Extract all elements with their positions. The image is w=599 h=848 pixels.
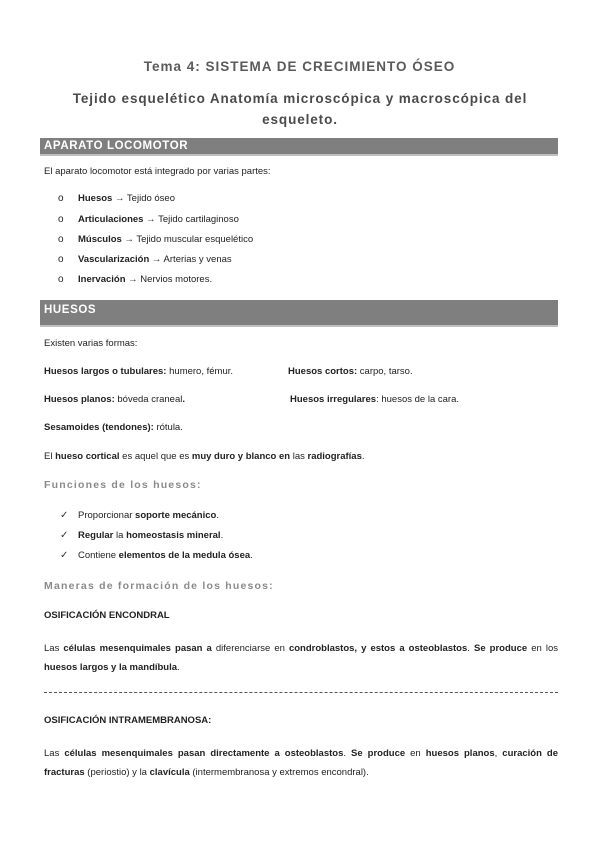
text-run-bold: curación de fracturas — [44, 748, 558, 778]
bone-type-irregulares — [290, 394, 459, 405]
bone-type-text: humero, fémur. — [166, 366, 234, 377]
list-item-term: Vascularización — [78, 254, 150, 265]
section-heading-aparato-locomotor: APARATO LOCOMOTOR — [40, 138, 558, 156]
text-run-bold: elementos de la medula ósea — [118, 550, 251, 561]
text-run: . — [361, 451, 365, 462]
check-icon: ✓ — [60, 550, 69, 561]
text-run: Las — [44, 748, 65, 759]
function-item — [78, 510, 219, 521]
text-run: . — [250, 550, 253, 561]
list-item — [78, 254, 232, 265]
text-run-bold: Se produce — [351, 748, 406, 759]
text-run: es aquel que es — [119, 451, 192, 462]
encondral-heading: OSIFICACIÓN ENCONDRAL — [44, 610, 170, 621]
text-run: en — [405, 748, 426, 759]
list-item — [78, 214, 239, 225]
bone-type-cortos — [288, 366, 413, 377]
text-run: Proporcionar — [78, 510, 136, 521]
bone-type-sesamoides — [44, 422, 183, 433]
list-bullet: o — [58, 234, 64, 245]
intramembranosa-paragraph — [44, 744, 558, 782]
list-item-desc: → Nervios motores. — [125, 274, 213, 285]
list-item-desc: → Arterias y venas — [149, 254, 232, 265]
bone-type-text: rótula. — [153, 422, 183, 433]
text-run-bold: condroblastos, y estos a osteoblastos — [288, 643, 468, 654]
text-run-bold: homeostasis mineral — [126, 530, 221, 541]
list-item-term: Articulaciones — [78, 214, 144, 225]
text-run-bold: muy duro y blanco en — [191, 451, 291, 462]
list-bullet: o — [58, 254, 64, 265]
check-icon: ✓ — [60, 510, 69, 521]
bone-type-largos — [44, 366, 233, 377]
text-run: , — [494, 748, 503, 759]
text-run-bold: hueso cortical — [55, 451, 120, 462]
text-run: . — [216, 510, 219, 521]
intramembranosa-heading: OSIFICACIÓN INTRAMEMBRANOSA: — [44, 715, 212, 726]
text-run: (intermembranosa y extremos encondral). — [189, 767, 369, 778]
text-run-bold: soporte mecánico — [135, 510, 217, 521]
bone-type-label: Huesos planos: — [44, 394, 115, 405]
bone-type-text: bóveda craneal — [114, 394, 183, 405]
bone-type-text: carpo, tarso. — [357, 366, 413, 377]
list-item-desc: → Tejido muscular esquelético — [121, 234, 254, 245]
text-run-bold: huesos planos — [425, 748, 495, 759]
bone-type-label: Huesos largos o tubulares: — [44, 366, 167, 377]
list-item-desc: → Tejido óseo — [112, 193, 175, 204]
section1-intro: El aparato locomotor está integrado por varias partes: — [44, 166, 271, 177]
page-subtitle: Tejido esquelético Anatomía microscópica y macroscópica del esqueleto. — [72, 91, 528, 127]
section2-intro: Existen varias formas: — [44, 338, 138, 349]
list-item — [78, 193, 175, 204]
check-icon: ✓ — [60, 530, 69, 541]
list-item-term: Inervación — [78, 274, 126, 285]
text-run: . — [177, 662, 180, 673]
text-run: Contiene — [78, 550, 119, 561]
bone-type-label: Huesos irregulares — [290, 394, 377, 405]
function-item — [78, 550, 253, 561]
list-item-term: Huesos — [78, 193, 113, 204]
list-bullet: o — [58, 274, 64, 285]
text-run-bold: huesos largos y la mandíbula — [44, 662, 178, 673]
list-item-desc: → Tejido cartilaginoso — [143, 214, 239, 225]
list-item-term: Músculos — [78, 234, 122, 245]
bone-type-label: Sesamoides (tendones): — [44, 422, 154, 433]
list-item — [78, 274, 212, 285]
bone-type-label: Huesos cortos: — [288, 366, 358, 377]
formation-subheading: Maneras de formación de los huesos: — [44, 580, 274, 592]
text-run: . — [467, 643, 474, 654]
bone-type-planos — [44, 394, 185, 405]
text-run: . — [220, 530, 224, 541]
encondral-paragraph — [44, 639, 558, 677]
text-run-bold: células mesenquimales pasan directamente a osteoblastos — [64, 748, 344, 759]
functions-subheading: Funciones de los huesos: — [44, 479, 202, 491]
list-bullet: o — [58, 193, 64, 204]
text-run-bold: radiografías — [307, 451, 362, 462]
text-run: Las — [44, 643, 64, 654]
section-heading-huesos: HUESOS — [40, 300, 558, 327]
text-run-bold: clavícula — [149, 767, 190, 778]
text-run: El — [44, 451, 56, 462]
bone-type-dot: . — [182, 394, 185, 405]
text-run: . — [343, 748, 352, 759]
list-bullet: o — [58, 214, 64, 225]
dashed-divider — [44, 692, 558, 693]
text-run-bold: células mesenquimales pasan a — [63, 643, 212, 654]
list-item — [78, 234, 253, 245]
text-run: diferenciarse en — [211, 643, 289, 654]
bone-type-text: : huesos de la cara. — [376, 394, 459, 405]
text-run-bold: Regular — [78, 530, 114, 541]
text-run: en los — [527, 643, 558, 654]
text-run: (periostio) y la — [84, 767, 150, 778]
page-title: Tema 4: SISTEMA DE CRECIMIENTO ÓSEO — [143, 59, 456, 74]
cortical-paragraph — [44, 451, 365, 462]
function-item — [78, 530, 223, 541]
text-run-bold: Se produce — [473, 643, 528, 654]
text-run: la — [113, 530, 127, 541]
text-run: las — [290, 451, 308, 462]
